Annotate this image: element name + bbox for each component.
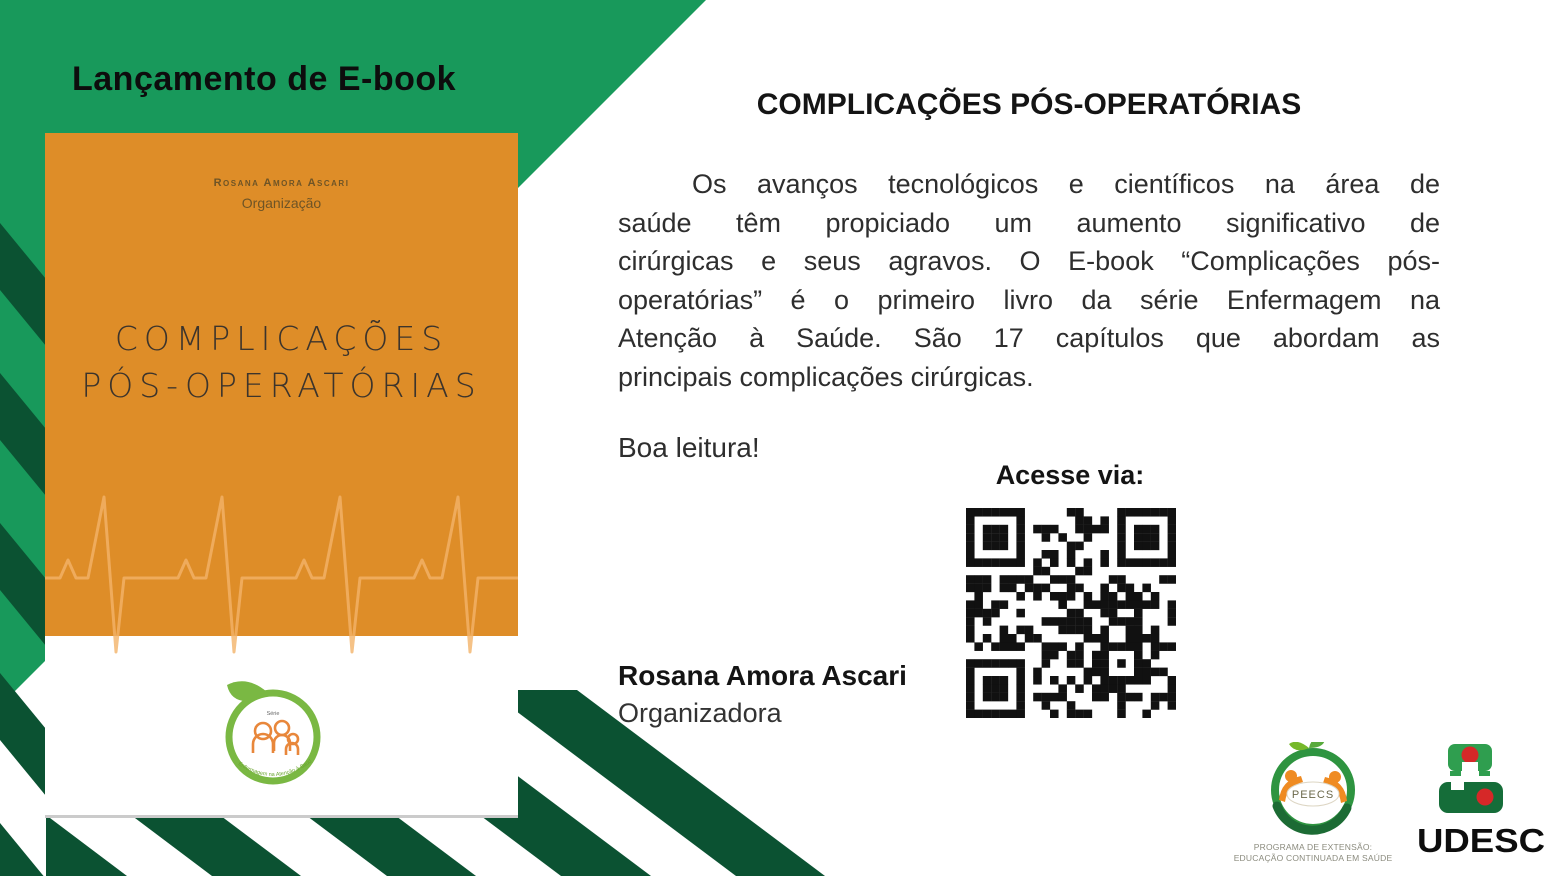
cover-title [45, 315, 518, 409]
udesc-wordmark: UDESC [1417, 822, 1545, 859]
paragraph-line: operatórias” é o primeiro livro da série Enfermagem na [618, 284, 1440, 315]
series-arc-text: Enfermagem na Atenção à Saúde [236, 733, 314, 779]
cover-title-line1: COMPLICAÇÕES [114, 319, 449, 358]
qr-code [952, 494, 1190, 746]
book-cover [45, 133, 518, 818]
ebook-heading: COMPLICAÇÕES PÓS-OPERATÓRIAS [756, 88, 1302, 121]
organizer-name: Rosana Amora Ascari [618, 660, 907, 691]
paragraph-line: Os avanços tecnológicos e científicos na área de [692, 169, 1440, 199]
paragraph-line: Atenção à Saúde. São 17 capítulos que abordam as [618, 323, 1440, 353]
peecs-acronym: PEECS [1291, 789, 1335, 801]
paragraph-line: saúde têm propiciado um aumento significativo de [618, 207, 1440, 238]
cover-author: Rosana Amora Ascari [213, 177, 350, 189]
paragraph-line: cirúrgicas e seus agravos. O E-book “Complicações pós- [618, 246, 1440, 276]
series-logo [213, 677, 333, 797]
closing-text: Boa leitura! [618, 432, 760, 463]
organizer-role: Organizadora [618, 698, 782, 728]
udesc-logo [1415, 742, 1550, 867]
paragraph-line: principais complicações cirúrgicas. [618, 361, 1034, 392]
peecs-leaf-icon [1309, 742, 1325, 748]
cover-title-line2: PÓS-OPERATÓRIAS [81, 366, 482, 405]
cover-role: Organização [241, 195, 322, 211]
description-paragraph [618, 165, 1440, 396]
udesc-emblem-icon [1439, 744, 1503, 813]
series-badge-text: Série [266, 711, 280, 717]
family-figures-icon [253, 721, 298, 755]
peecs-caption: PROGRAMA DE EXTENSÃO: EDUCAÇÃO CONTINUADA EM SAÚDE [1233, 842, 1393, 863]
peecs-logo [1258, 742, 1368, 842]
access-label: Acesse via: [995, 460, 1145, 490]
page-title: Lançamento de E-book [72, 60, 457, 98]
